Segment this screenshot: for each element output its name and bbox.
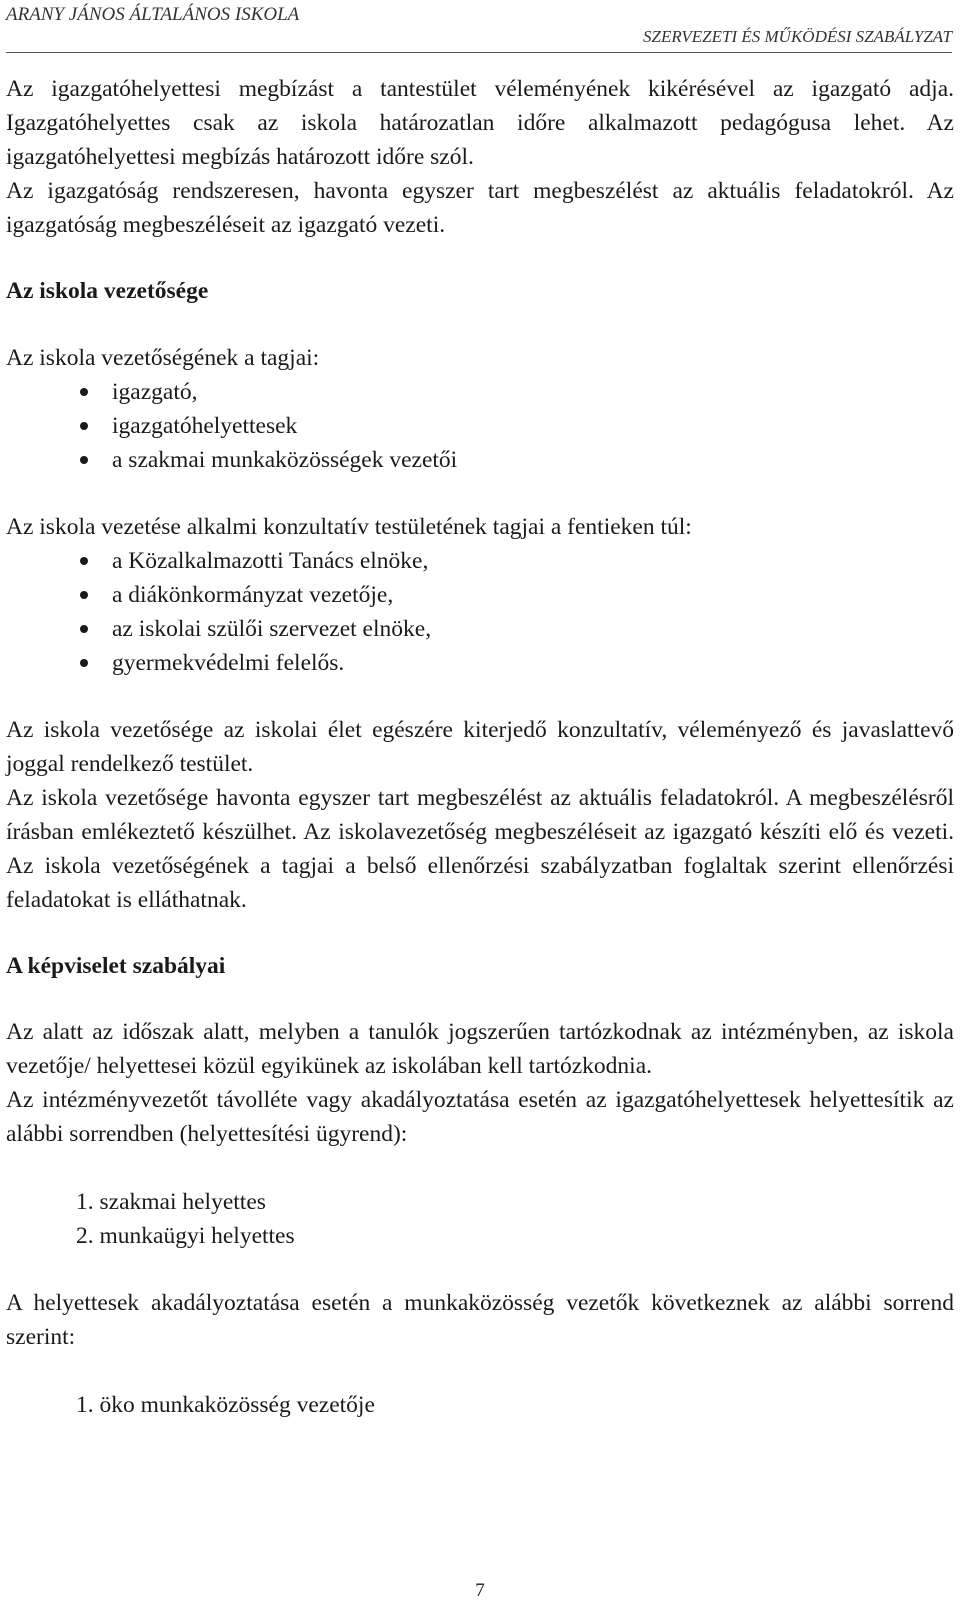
list-item: a szakmai munkaközösségek vezetői — [6, 443, 954, 477]
list-item: a Közalkalmazotti Tanács elnöke, — [6, 544, 954, 578]
leadership-paragraph-2: Az iskola vezetősége havonta egyszer tart megbeszélést az aktuális feladatokról. A megbeszélésről írásban emlékeztető készülhet. Az iskolavezetőség megbeszéléseit az igazgató készíti elő és vezeti. Az iskola vezetőségének a tagjai a belső ellenőrzési szabályzatban foglaltak szerint ellenőrzési feladatokat is elláthatnak. — [6, 785, 954, 913]
list-item: 2. munkaügyi helyettes — [76, 1223, 295, 1249]
list-item: igazgatóhelyettesek — [6, 409, 954, 443]
section-heading-leadership: Az iskola vezetősége — [6, 278, 209, 304]
list-item: gyermekvédelmi felelős. — [6, 646, 954, 680]
leadership-paragraph-1: Az iskola vezetősége az iskolai élet egészére kiterjedő konzultatív, véleményező és javaslattevő joggal rendelkező testület. — [6, 717, 954, 777]
intro-paragraph-1: Az igazgatóhelyettesi megbízást a tantestület véleményének kikérésével az igazgató adja. Igazgatóhelyettes csak az iskola határozatlan időre alkalmazott pedagógusa lehet. Az igazgatóhelyettesi megbízás határozott időre szól. — [6, 76, 954, 170]
members-list — [6, 375, 954, 477]
document-body — [6, 72, 954, 1422]
members-intro: Az iskola vezetőségének a tagjai: — [6, 345, 320, 371]
intro-paragraph-2: Az igazgatóság rendszeresen, havonta egyszer tart megbeszélést az aktuális feladatokról. Az igazgatóság megbeszéléseit az igazgató vezeti. — [6, 178, 954, 238]
list-item: 1. szakmai helyettes — [76, 1189, 266, 1215]
section-heading-representation: A képviselet szabályai — [6, 953, 226, 979]
school-name: ARANY JÁNOS ÁLTALÁNOS ISKOLA — [6, 4, 300, 25]
substitution-order-list — [6, 1185, 954, 1253]
extended-members-intro: Az iskola vezetése alkalmi konzultatív testületének tagjai a fentieken túl: — [6, 514, 692, 540]
representation-paragraph-3: A helyettesek akadályoztatása esetén a munkaközösség vezetők következnek az alábbi sorrend szerint: — [6, 1290, 954, 1350]
page-header — [6, 0, 952, 52]
representation-paragraph-2: Az intézményvezetőt távolléte vagy akadályoztatása esetén az igazgatóhelyettesek helyettesítik az alábbi sorrendben (helyettesítési ügyrend): — [6, 1087, 954, 1147]
document-title: SZERVEZETI ÉS MŰKÖDÉSI SZABÁLYZAT — [643, 27, 952, 46]
extended-members-list — [6, 544, 954, 680]
header-divider — [6, 52, 952, 53]
list-item: igazgató, — [6, 375, 954, 409]
list-item: az iskolai szülői szervezet elnöke, — [6, 612, 954, 646]
list-item: a diákönkormányzat vezetője, — [6, 578, 954, 612]
list-item: 1. öko munkaközösség vezetője — [76, 1392, 375, 1418]
substitution-order-list-2 — [6, 1388, 954, 1422]
representation-paragraph-1: Az alatt az időszak alatt, melyben a tanulók jogszerűen tartózkodnak az intézményben, az iskola vezetője/ helyettesei közül egyikünek az iskolában kell tartózkodnia. — [6, 1019, 954, 1079]
page-number: 7 — [475, 1580, 485, 1601]
